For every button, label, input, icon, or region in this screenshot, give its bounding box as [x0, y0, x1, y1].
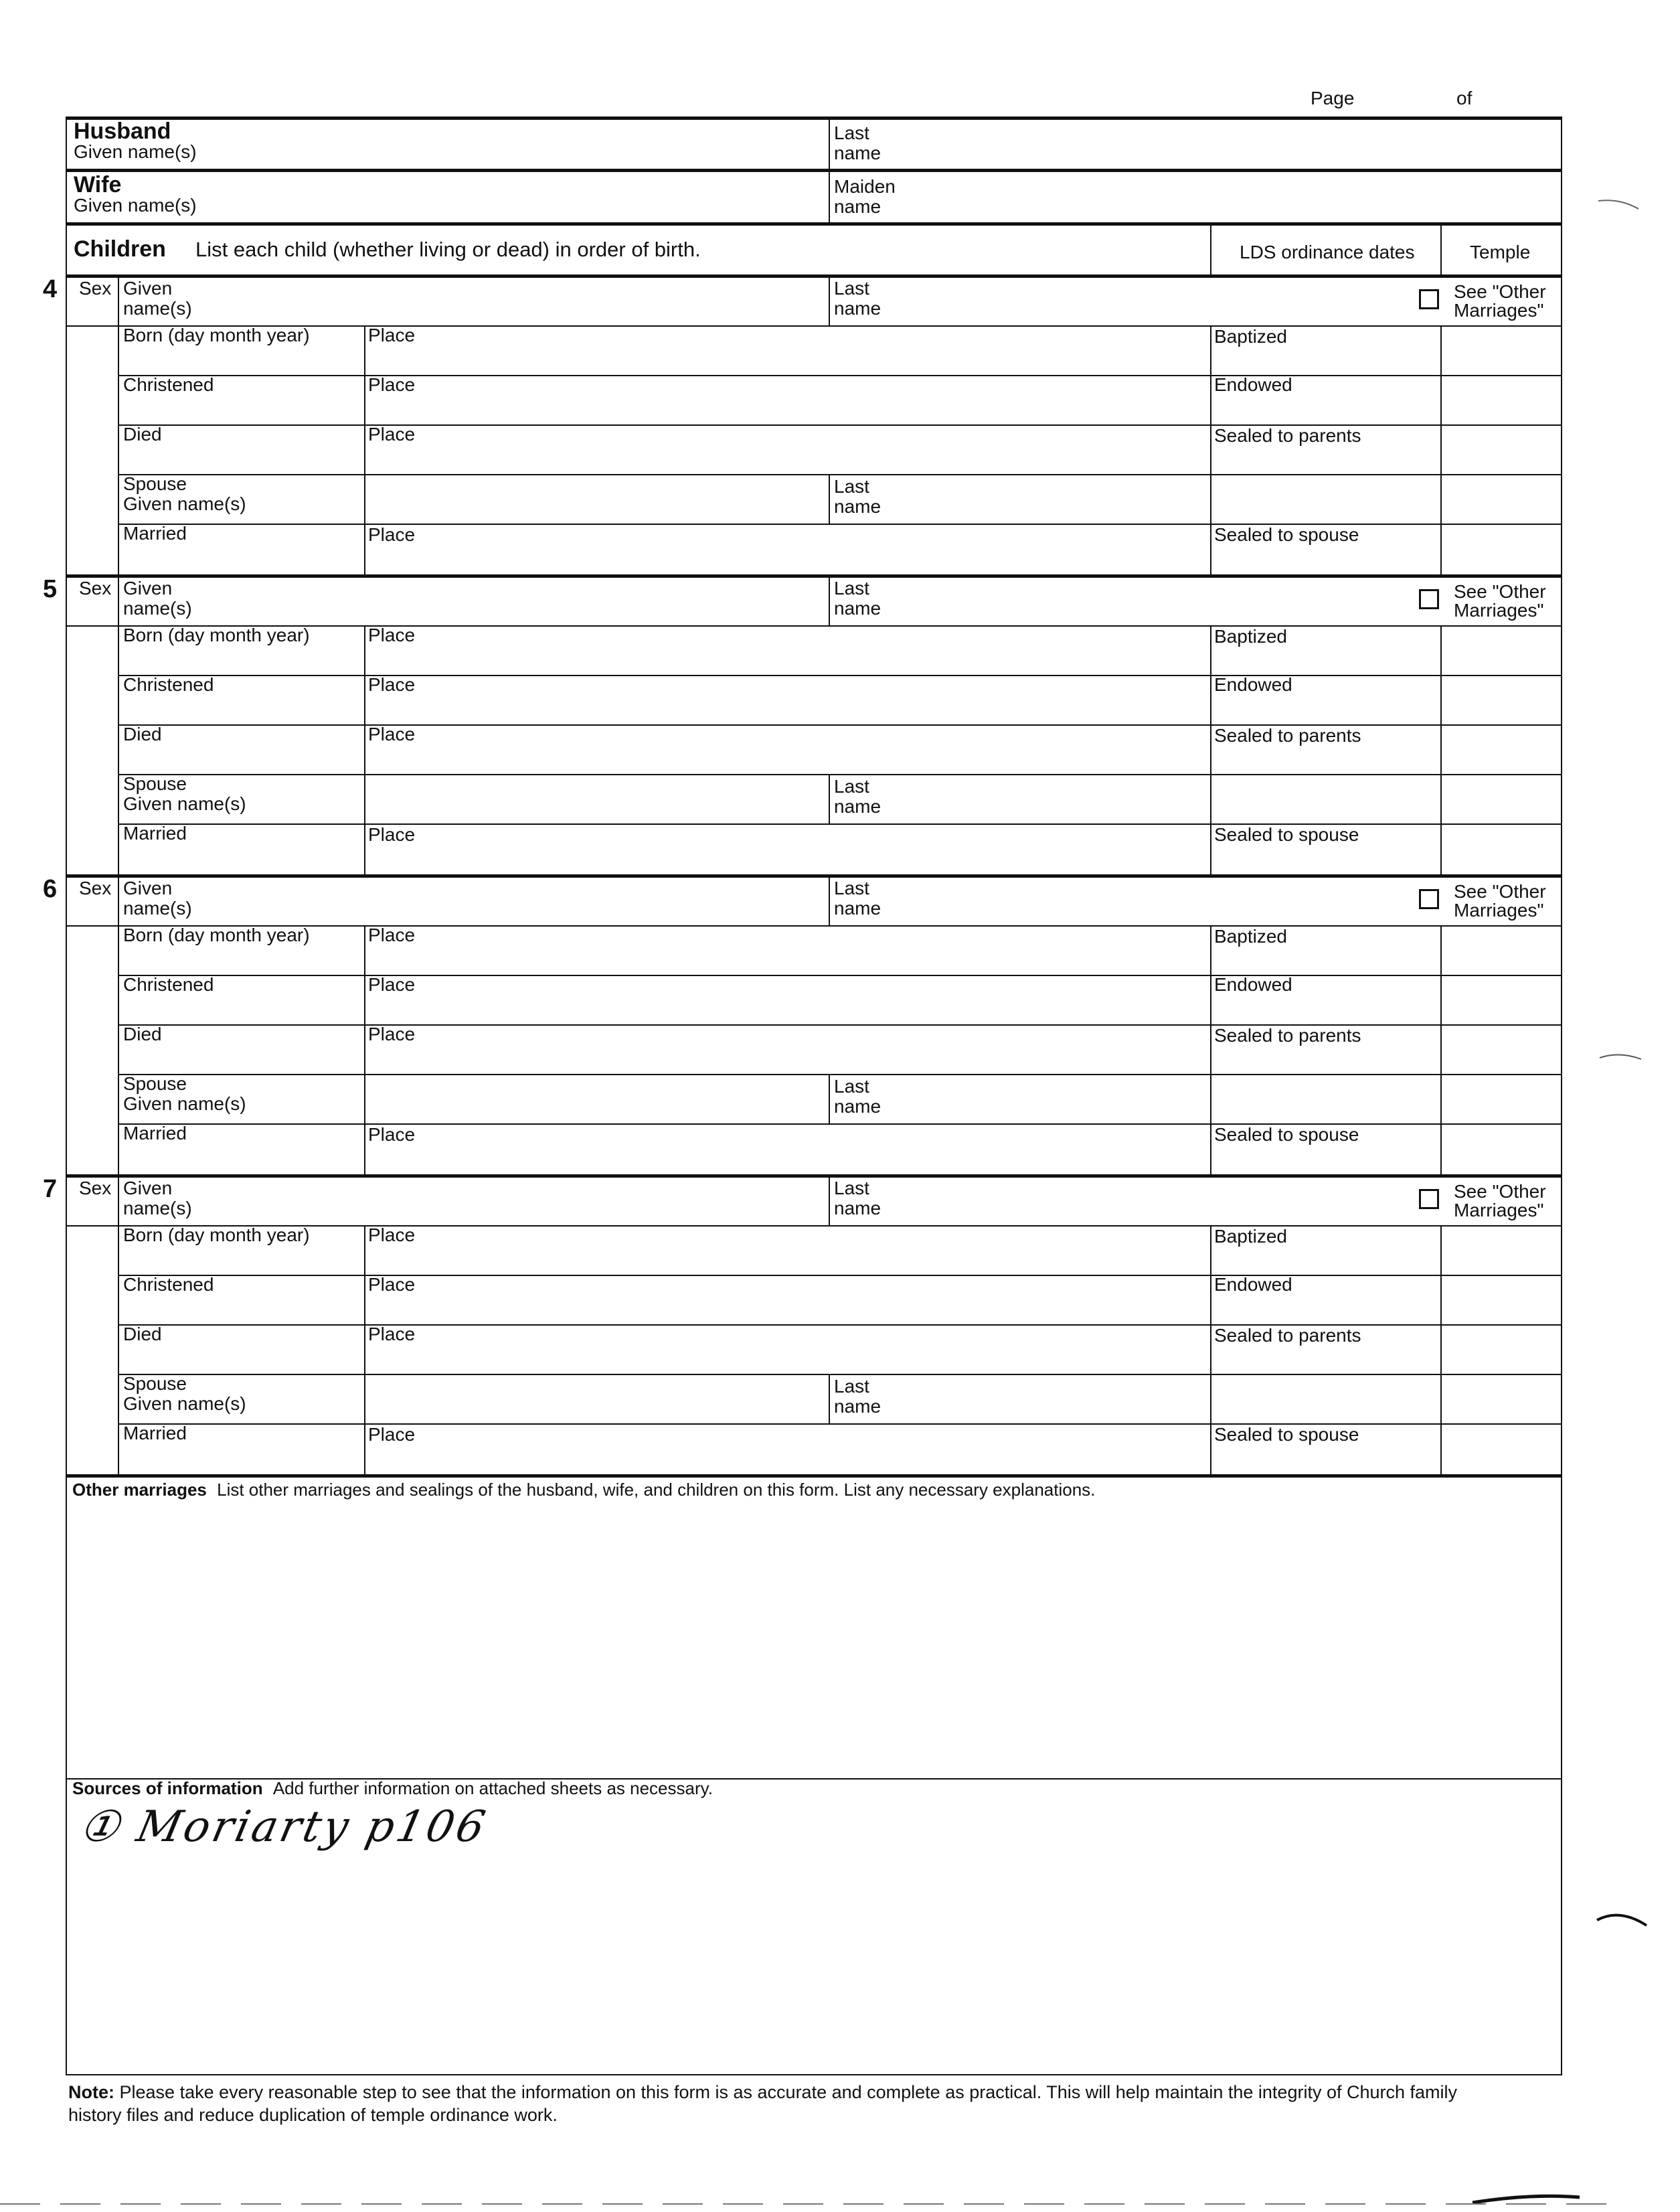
child-number: 7 — [43, 1175, 58, 1203]
sex-label: Sex — [79, 578, 112, 599]
born-label: Born (day month year) — [123, 1224, 310, 1245]
died-place-label: Place — [368, 1024, 416, 1044]
baptized-label: Baptized — [1214, 1226, 1287, 1247]
died-label: Died — [123, 1324, 162, 1344]
christened-label: Christened — [123, 674, 214, 695]
christened-place-label: Place — [368, 674, 416, 695]
spouse-given-label: Spouse Given name(s) — [123, 1073, 246, 1114]
see-other-marriages-label: See "Other Marriages" — [1454, 881, 1546, 921]
married-label: Married — [123, 1423, 187, 1443]
note-text: Please take every reasonable step to see that the information on this form is as accurate and complete as practical. This will help maintain the integrity of Church family history files and reduce duplication of temple ordinance work. — [68, 2082, 1458, 2125]
sealed-to-parents-label: Sealed to parents — [1214, 1025, 1361, 1046]
husband-given-label: Given name(s) — [74, 141, 197, 162]
married-place-label: Place — [368, 1424, 416, 1445]
sealed-to-spouse-label: Sealed to spouse — [1214, 524, 1359, 545]
note-title: Note: — [68, 2082, 114, 2102]
died-label: Died — [123, 1024, 162, 1044]
endowed-label: Endowed — [1214, 974, 1292, 995]
died-label: Died — [123, 424, 162, 445]
endowed-label: Endowed — [1214, 1274, 1292, 1295]
married-label: Married — [123, 523, 187, 544]
other-marriages-title: Other marriages — [72, 1480, 207, 1500]
sources-handwritten-entry: ① Moriarty p106 — [75, 1802, 492, 1852]
baptized-label: Baptized — [1214, 926, 1287, 947]
spouse-last-label: Last name — [834, 476, 881, 517]
see-other-marriages-label: See "Other Marriages" — [1454, 1181, 1546, 1220]
baptized-label: Baptized — [1214, 626, 1287, 647]
husband-last-label: Last name — [834, 123, 881, 163]
died-place-label: Place — [368, 724, 416, 744]
married-label: Married — [123, 1123, 187, 1143]
given-names-label: Given name(s) — [123, 878, 192, 919]
of-label: of — [1456, 88, 1473, 108]
sealed-to-parents-label: Sealed to parents — [1214, 1325, 1361, 1346]
sealed-to-spouse-label: Sealed to spouse — [1214, 824, 1359, 845]
christened-label: Christened — [123, 1274, 214, 1295]
wife-given-label: Given name(s) — [74, 195, 197, 216]
married-place-label: Place — [368, 1124, 416, 1145]
other-marriages-instruction: List other marriages and sealings of the husband, wife, and children on this form. List any necessary explanations. — [217, 1480, 1096, 1500]
margin-mark — [1600, 1054, 1641, 1059]
born-label: Born (day month year) — [123, 325, 310, 345]
born-place-label: Place — [368, 1224, 416, 1245]
born-place-label: Place — [368, 325, 416, 345]
sources-instruction: Add further information on attached sheets as necessary. — [272, 1778, 713, 1798]
page-label: Page — [1311, 88, 1355, 108]
died-place-label: Place — [368, 1324, 416, 1344]
sex-label: Sex — [79, 1178, 112, 1198]
children-instruction: List each child (whether living or dead) in order of birth. — [195, 238, 701, 261]
margin-mark — [1597, 1915, 1647, 1925]
sex-label: Sex — [79, 278, 112, 299]
lds-ordinance-dates-label: LDS ordinance dates — [1240, 242, 1415, 262]
see-other-marriages-label: See "Other Marriages" — [1454, 281, 1546, 321]
spouse-given-label: Spouse Given name(s) — [123, 1373, 246, 1414]
spouse-last-label: Last name — [834, 776, 881, 817]
spouse-given-label: Spouse Given name(s) — [123, 473, 246, 514]
died-label: Died — [123, 724, 162, 744]
last-name-label: Last name — [834, 1178, 881, 1218]
spouse-last-label: Last name — [834, 1076, 881, 1117]
died-place-label: Place — [368, 424, 416, 445]
sealed-to-spouse-label: Sealed to spouse — [1214, 1124, 1359, 1145]
married-label: Married — [123, 823, 187, 844]
christened-place-label: Place — [368, 1274, 416, 1295]
margin-mark — [1598, 200, 1639, 209]
given-names-label: Given name(s) — [123, 578, 192, 619]
last-name-label: Last name — [834, 278, 881, 319]
born-place-label: Place — [368, 925, 416, 945]
see-other-marriages-label: See "Other Marriages" — [1454, 581, 1546, 621]
child-number: 4 — [43, 275, 58, 303]
sealed-to-spouse-label: Sealed to spouse — [1214, 1424, 1359, 1445]
born-place-label: Place — [368, 625, 416, 645]
christened-place-label: Place — [368, 974, 416, 995]
child-number: 5 — [43, 575, 58, 603]
husband-title: Husband — [74, 118, 171, 144]
given-names-label: Given name(s) — [123, 278, 192, 319]
spouse-given-label: Spouse Given name(s) — [123, 773, 246, 814]
wife-maiden-label: Maiden name — [834, 176, 896, 217]
sex-label: Sex — [79, 878, 112, 898]
christened-place-label: Place — [368, 374, 416, 395]
child-number: 6 — [43, 875, 58, 903]
temple-label: Temple — [1470, 242, 1531, 262]
baptized-label: Baptized — [1214, 326, 1287, 347]
children-title: Children — [74, 236, 166, 262]
christened-label: Christened — [123, 374, 214, 395]
married-place-label: Place — [368, 524, 416, 545]
last-name-label: Last name — [834, 578, 881, 619]
given-names-label: Given name(s) — [123, 1178, 192, 1218]
christened-label: Christened — [123, 974, 214, 995]
sealed-to-parents-label: Sealed to parents — [1214, 725, 1361, 746]
last-name-label: Last name — [834, 878, 881, 919]
endowed-label: Endowed — [1214, 674, 1292, 695]
sealed-to-parents-label: Sealed to parents — [1214, 425, 1361, 446]
spouse-last-label: Last name — [834, 1376, 881, 1417]
married-place-label: Place — [368, 824, 416, 845]
born-label: Born (day month year) — [123, 625, 310, 645]
wife-title: Wife — [74, 172, 122, 198]
bottom-smudge — [1473, 2196, 1580, 2203]
sources-title: Sources of information — [72, 1778, 263, 1798]
endowed-label: Endowed — [1214, 374, 1292, 395]
born-label: Born (day month year) — [123, 925, 310, 945]
